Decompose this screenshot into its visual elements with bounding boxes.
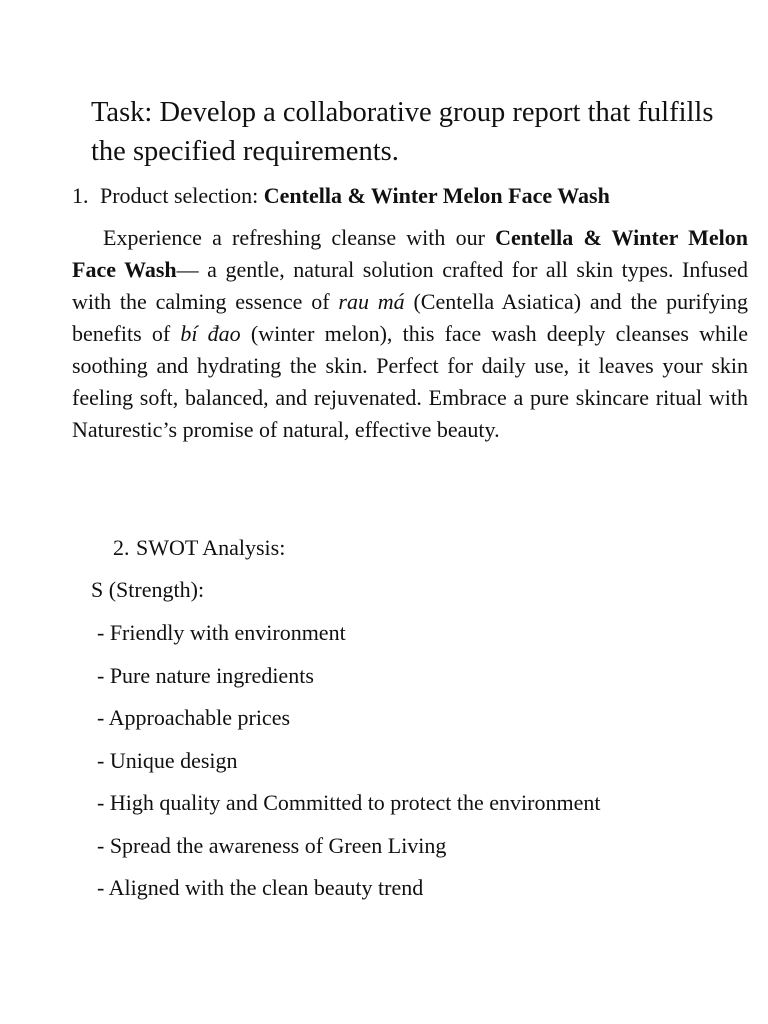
strength-label: S (Strength): — [91, 577, 205, 602]
section-swot-title — [113, 534, 285, 562]
product-description-paragraph — [72, 222, 748, 446]
paragraph-text-c: (winter melon), this face wash deeply cleanses while soothing and hydrating the skin. Perfect for daily use, it leaves your skin feeling soft, balanced, and rejuvenated. Embrace a pure skincare ritual with Naturestic’s promise of natural, effective beauty. — [72, 321, 748, 442]
paragraph-italic-rau-ma: rau má — [338, 289, 405, 314]
list-item: - Spread the awareness of Green Living — [97, 832, 447, 858]
list-item: - Friendly with environment — [97, 620, 346, 645]
list-item: - Unique design — [97, 747, 238, 773]
list-item: - High quality and Committed to protect the environment — [97, 790, 601, 815]
paragraph-italic-bi-dao: bí đao — [180, 321, 241, 346]
list-item: - Pure nature ingredients — [97, 662, 314, 688]
strength-list — [97, 619, 600, 917]
list-item: - Aligned with the clean beauty trend — [97, 875, 424, 900]
paragraph-intro: Experience a refreshing cleanse with our — [103, 225, 496, 250]
list-item: - Approachable prices — [97, 705, 291, 730]
task-heading: Task: Develop a collaborative group report that fulfills the specified requirements. — [91, 97, 714, 167]
section-label: SWOT Analysis: — [136, 535, 286, 560]
section-number: 2. — [113, 535, 130, 560]
section-label: Product selection: — [100, 183, 264, 208]
paragraph-product-name: Centella & Winter Melon Face Wash — [72, 225, 749, 282]
section-product-selection-title — [72, 182, 610, 210]
paragraph-text-b: (Centella Asiatica) and the purifying benefits of — [72, 289, 749, 346]
product-name: Centella & Winter Melon Face Wash — [263, 183, 610, 208]
paragraph-text-a: — a gentle, natural solution crafted for all skin types. Infused with the calming essence of — [72, 257, 749, 314]
section-number: 1. — [72, 183, 89, 208]
